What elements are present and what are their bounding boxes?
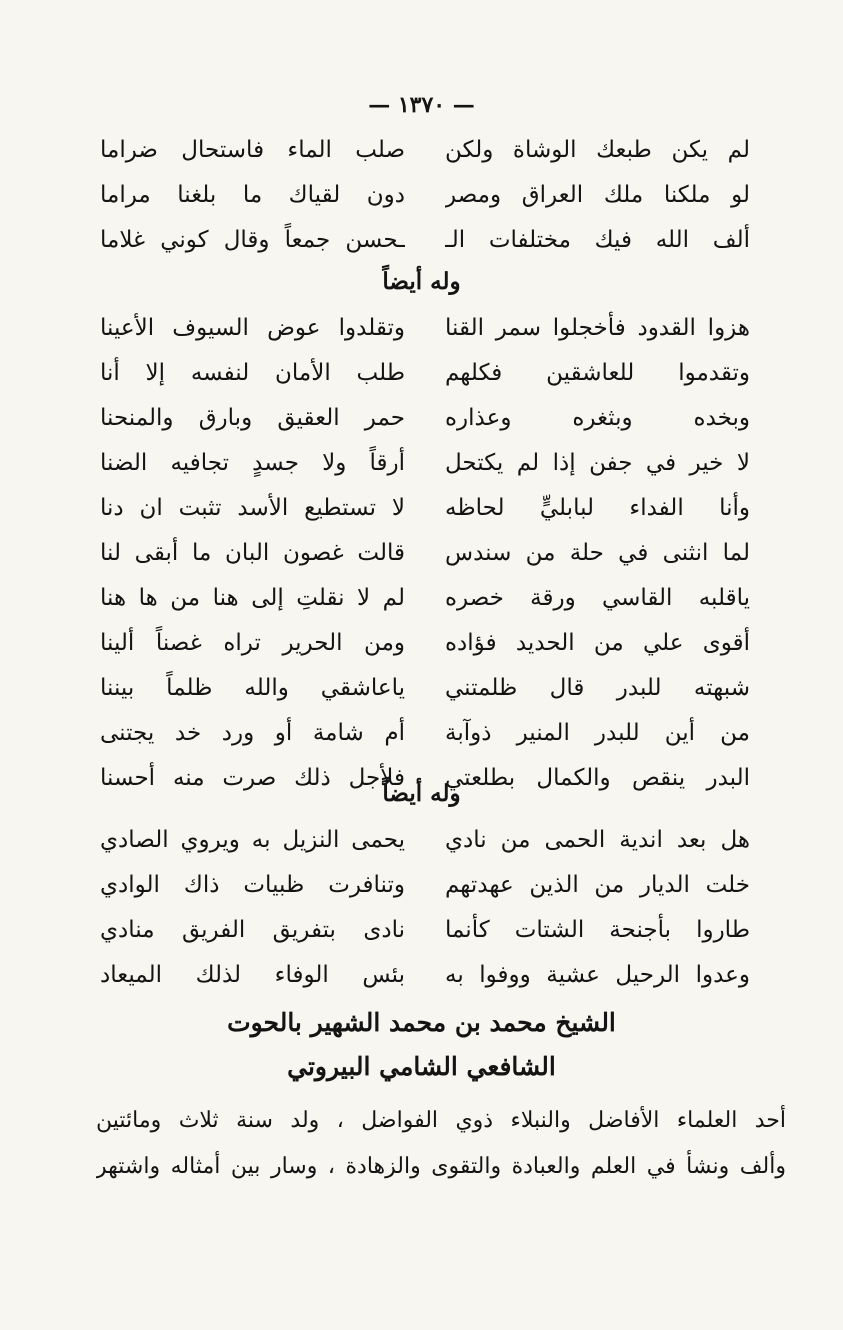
section-heading: وله أيضاً (382, 780, 461, 807)
verse-first-hemistich: خلت الديار من الذين عهدتهم (445, 872, 750, 898)
verse-first-hemistich: طاروا بأجنحة الشتات كأنما (445, 917, 750, 943)
verse-first-hemistich: لما انثنى في حلة من سندس (445, 540, 750, 566)
page-number: — ١٣٧٠ — (368, 92, 475, 118)
verse-second-hemistich: ياعاشقي والله ظلماً بيننا (100, 675, 405, 701)
verse-first-hemistich: وتقدموا للعاشقين فكلهم (445, 360, 750, 386)
verse-first-hemistich: لا خير في جفن إذا لم يكتحل (445, 450, 750, 476)
verse (100, 306, 750, 351)
poem-2 (100, 306, 750, 801)
verse (100, 666, 750, 711)
verse-first-hemistich: هزوا القدود فأخجلوا سمر القنا (445, 315, 750, 341)
verse-first-hemistich: وعدوا الرحيل عشية ووفوا به (445, 962, 750, 988)
verse (100, 908, 750, 953)
poem-3 (100, 818, 750, 998)
verse (100, 711, 750, 756)
verse-first-hemistich: شبهته للبدر قال ظلمتني (445, 675, 750, 701)
verse (100, 441, 750, 486)
poem-1 (100, 128, 750, 263)
verse (100, 396, 750, 441)
prose-line: أحد العلماء الأفاضل والنبلاء ذوي الفواضل ، ولد سنة ثلاث ومائتين (96, 1108, 786, 1133)
verse (100, 351, 750, 396)
verse-second-hemistich: صلب الماء فاستحال ضراما (100, 137, 405, 163)
prose-line: وألف ونشأ في العلم والعبادة والتقوى والزهادة ، وسار بين أمثاله واشتهر (96, 1154, 786, 1179)
biography-text (96, 1098, 786, 1190)
verse-second-hemistich: فلأجل ذلك صرت منه أحسنا (100, 765, 405, 791)
verse-second-hemistich: ومن الحرير تراه غصناً ألينا (100, 630, 405, 656)
verse-second-hemistich: طلب الأمان لنفسه إلا أنا (100, 360, 405, 386)
verse-first-hemistich: ياقلبه القاسي ورقة خصره (445, 585, 750, 611)
verse-second-hemistich: لا تستطيع الأسد تثبت ان دنا (100, 495, 405, 521)
verse-first-hemistich: أقوى علي من الحديد فؤاده (445, 630, 750, 656)
verse-second-hemistich: يحمى النزيل به ويروي الصادي (100, 827, 405, 853)
verse (100, 953, 750, 998)
verse-first-hemistich: البدر ينقص والكمال بطلعتي (445, 765, 750, 791)
verse-second-hemistich: قالت غصون البان ما أبقى لنا (100, 540, 405, 566)
verse-second-hemistich: وتنافرت ظبيات ذاك الوادي (100, 872, 405, 898)
verse-second-hemistich: لم لا نقلتِ إلى هنا من ها هنا (100, 585, 405, 611)
verse-first-hemistich: هل بعد اندية الحمى من نادي (445, 827, 750, 853)
verse-first-hemistich: لم يكن طبعك الوشاة ولكن (445, 137, 750, 163)
verse-first-hemistich: وأنا الفداء لبابليٍّ لحاظه (445, 495, 750, 521)
verse-second-hemistich: ـحسن جمعاً وقال كوني غلاما (100, 227, 405, 253)
verse (100, 218, 750, 263)
verse (100, 621, 750, 666)
verse-second-hemistich: أم شامة أو ورد خد يجتنى (100, 720, 405, 746)
verse-second-hemistich: حمر العقيق وبارق والمنحنا (100, 405, 405, 431)
biography-subtitle: الشافعي الشامي البيروتي (287, 1052, 556, 1081)
verse-first-hemistich: ألف الله فيك مختلفات الـ (445, 227, 750, 253)
verse-second-hemistich: بئس الوفاء لذلك الميعاد (100, 962, 405, 988)
biography-title: الشيخ محمد بن محمد الشهير بالحوت (227, 1008, 616, 1037)
section-heading: وله أيضاً (382, 268, 461, 295)
verse-second-hemistich: دون لقياك ما بلغنا مراما (100, 182, 405, 208)
verse (100, 863, 750, 908)
verse (100, 576, 750, 621)
verse-first-hemistich: وبخده وبثغره وعذاره (445, 405, 750, 431)
verse (100, 531, 750, 576)
verse (100, 818, 750, 863)
verse-second-hemistich: وتقلدوا عوض السيوف الأعينا (100, 315, 405, 341)
verse-second-hemistich: نادى بتفريق الفريق منادي (100, 917, 405, 943)
verse (100, 128, 750, 173)
verse-second-hemistich: أرقاً ولا جسدٍ تجافيه الضنا (100, 450, 405, 476)
verse-first-hemistich: من أين للبدر المنير ذوآبة (445, 720, 750, 746)
verse-first-hemistich: لو ملكنا ملك العراق ومصر (445, 182, 750, 208)
verse (100, 173, 750, 218)
verse (100, 486, 750, 531)
